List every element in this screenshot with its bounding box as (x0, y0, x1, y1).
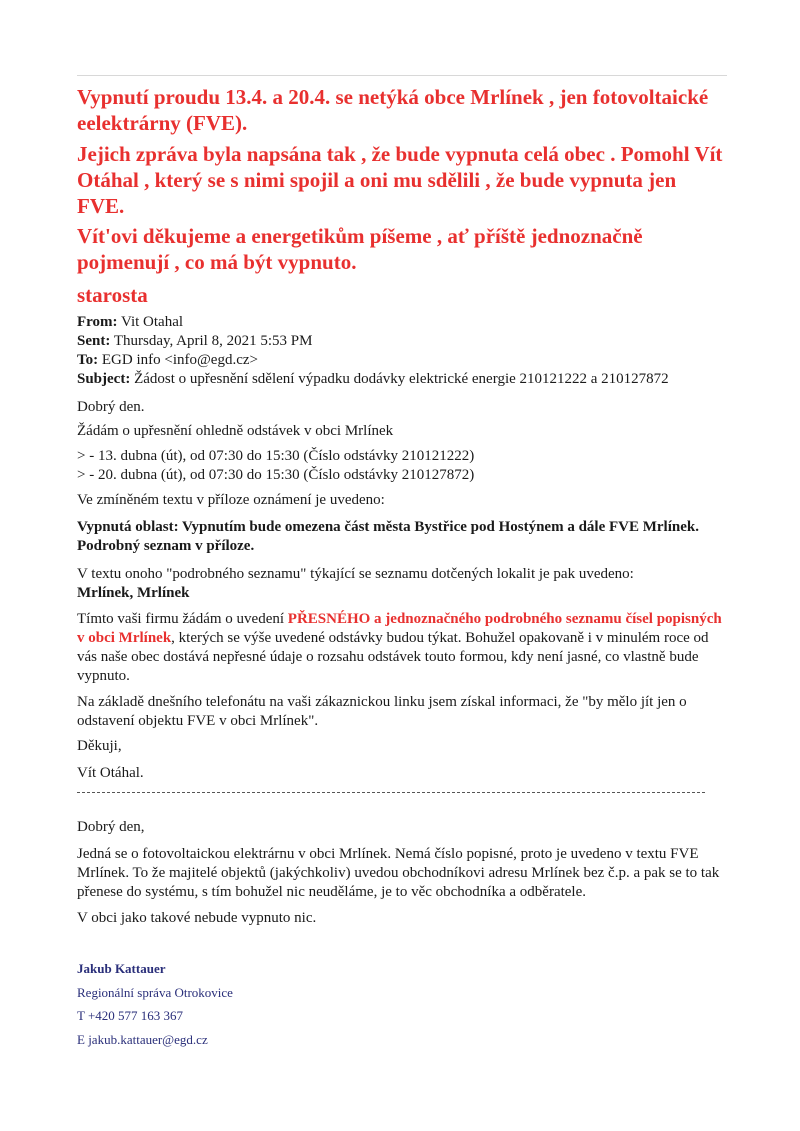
headline-1: Vypnutí proudu 13.4. a 20.4. se netýká obce Mrlínek , jen fotovoltaické eelektrárny (FVE). (77, 85, 709, 135)
to-line: To: EGD info <info@egd.cz> (77, 352, 258, 368)
notice-intro: Ve zmíněném textu v příloze oznámení je uvedeno: (77, 492, 385, 508)
email-greeting: Dobrý den. (77, 399, 145, 415)
headline-3: Vít'ovi děkujeme a energetikům píšeme , ať příště jednoznačně pojmenují , co má být vypnuto. (77, 224, 643, 274)
outage-item-2: > - 20. dubna (út), od 07:30 do 15:30 (Číslo odstávky 210127872) (77, 467, 475, 483)
dashed-divider (77, 792, 705, 793)
reply-greeting: Dobrý den, (77, 819, 145, 835)
signature-email[interactable]: E jakub.kattauer@egd.cz (77, 1032, 208, 1047)
phone-note: Na základě dnešního telefonátu na vaši zákaznickou linku jsem získal informaci, že "by mělo jít jen o odstavení objektu FVE v obci Mrlínek". (77, 694, 687, 729)
outage-item-1: > - 13. dubna (út), od 07:30 do 15:30 (Číslo odstávky 210121222) (77, 448, 475, 464)
notice-quote: Vypnutá oblast: Vypnutím bude omezena část města Bystřice pod Hostýnem a dále FVE Mrlínek. Podrobný seznam v příloze. (77, 519, 699, 554)
reply-paragraph-2: V obci jako takové nebude vypnuto nic. (77, 910, 317, 926)
from-line: From: Vit Otahal (77, 314, 184, 330)
sent-line: Sent: Thursday, April 8, 2021 5:53 PM (77, 333, 313, 349)
demand-paragraph: Tímto vaši firmu žádám o uvedení PŘESNÉHO a jednoznačného podrobného seznamu čísel popisných v obci Mrlínek, kterých se výše uvedené odstávky budou týkat. Bohužel opakovaně i v minulém roce od vás naše obec dostává nepřesné údaje o rozsahu odstávek touto formou, kdy není jasné, co vlastně bude vypnuto. (77, 611, 722, 684)
list-intro: V textu onoho "podrobného seznamu" týkající se seznamu dotčených lokalit je pak uvedeno: (77, 566, 634, 582)
email-request: Žádám o upřesnění ohledně odstávek v obci Mrlínek (77, 423, 394, 439)
email-sender-name: Vít Otáhal. (77, 765, 144, 781)
email-header (77, 313, 727, 389)
list-value: Mrlínek, Mrlínek (77, 585, 190, 601)
subject-line: Subject: Žádost o upřesnění sdělení výpadku dodávky elektrické energie 210121222 a 210127872 (77, 371, 669, 387)
signature-name: Jakub Kattauer (77, 961, 166, 976)
reply-paragraph-1: Jedná se o fotovoltaickou elektrárnu v obci Mrlínek. Nemá číslo popisné, proto je uvedeno v textu FVE Mrlínek. To že majitelé objektů (jakýchkoliv) uvedou obchodníkovi adresu Mrlínek bez č.p. a pak se to tak přenese do systému, s tím bohužel nic neuděláme, je to věc obchodníka a odběratele. (77, 846, 720, 900)
signature-phone: T +420 577 163 367 (77, 1008, 184, 1023)
email-thanks: Děkuji, (77, 738, 122, 754)
headline-2: Jejich zpráva byla napsána tak , že bude vypnuta celá obec . Pomohl Vít Otáhal , který se s nimi spojil a oni mu sdělili , že bude vypnuta jen FVE. (77, 142, 723, 218)
headline-signature: starosta (77, 283, 148, 307)
signature-department: Regionální správa Otrokovice (77, 985, 233, 1000)
top-divider (77, 75, 727, 76)
